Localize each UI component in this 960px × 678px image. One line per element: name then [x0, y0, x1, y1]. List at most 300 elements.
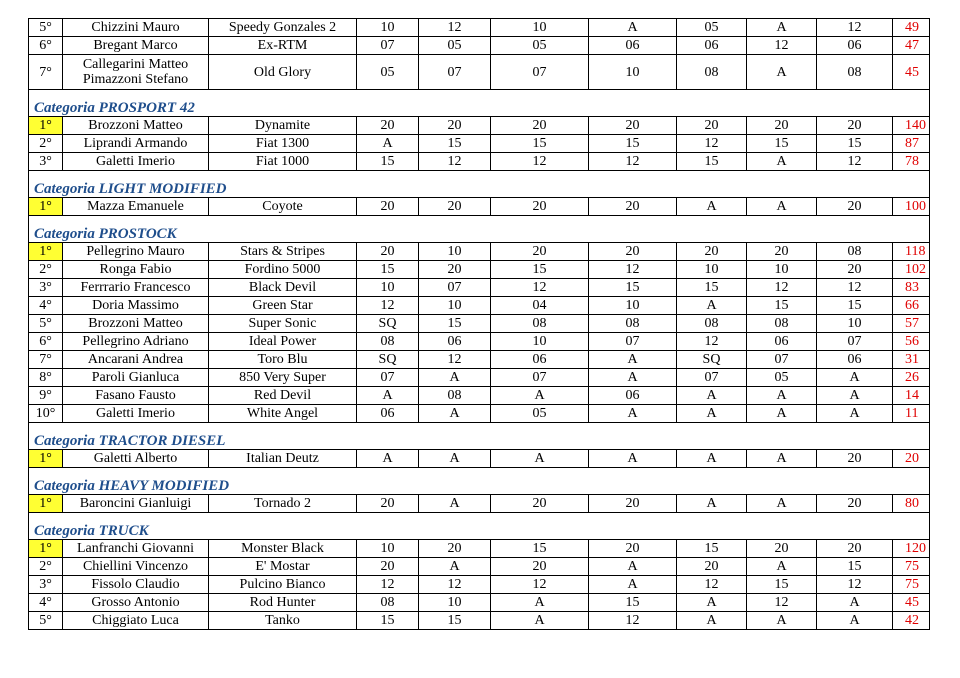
- total-cell: 56: [893, 333, 930, 351]
- score-cell: 20: [491, 495, 589, 513]
- position-cell: 6°: [29, 37, 63, 55]
- score-cell: 20: [747, 243, 817, 261]
- score-cell: 20: [357, 243, 419, 261]
- pilot-cell: Chiggiato Luca: [63, 612, 209, 630]
- total-cell: 66: [893, 297, 930, 315]
- pilot-cell: Grosso Antonio: [63, 594, 209, 612]
- score-cell: 12: [419, 19, 491, 37]
- score-cell: A: [677, 198, 747, 216]
- score-cell: A: [817, 369, 893, 387]
- table-row: [29, 243, 930, 261]
- pilot-cell: Bregant Marco: [63, 37, 209, 55]
- vehicle-cell: Black Devil: [209, 279, 357, 297]
- total-cell: 14: [893, 387, 930, 405]
- score-cell: SQ: [357, 315, 419, 333]
- score-cell: A: [747, 19, 817, 37]
- pilot-cell: Galetti Imerio: [63, 405, 209, 423]
- score-cell: 12: [747, 279, 817, 297]
- score-cell: 10: [491, 333, 589, 351]
- vehicle-cell: Old Glory: [209, 55, 357, 90]
- vehicle-cell: E' Mostar: [209, 558, 357, 576]
- score-cell: 06: [419, 333, 491, 351]
- pilot-cell: Ancarani Andrea: [63, 351, 209, 369]
- vehicle-cell: Speedy Gonzales 2: [209, 19, 357, 37]
- table-row: [29, 576, 930, 594]
- vehicle-cell: Tanko: [209, 612, 357, 630]
- pilot-cell: Pellegrino Adriano: [63, 333, 209, 351]
- score-cell: 20: [419, 198, 491, 216]
- total-cell: 31: [893, 351, 930, 369]
- score-cell: 07: [589, 333, 677, 351]
- table-row: [29, 55, 930, 90]
- score-cell: 15: [419, 612, 491, 630]
- total-cell: 78: [893, 153, 930, 171]
- score-cell: A: [589, 351, 677, 369]
- total-cell: 83: [893, 279, 930, 297]
- score-cell: 10: [589, 55, 677, 90]
- pilot-cell: Galetti Imerio: [63, 153, 209, 171]
- score-cell: 15: [677, 279, 747, 297]
- table-row: [29, 261, 930, 279]
- score-cell: A: [747, 387, 817, 405]
- score-cell: A: [589, 19, 677, 37]
- score-cell: 05: [491, 405, 589, 423]
- score-cell: 20: [357, 117, 419, 135]
- score-cell: A: [677, 450, 747, 468]
- position-cell: 7°: [29, 351, 63, 369]
- pilot-cell: Fasano Fausto: [63, 387, 209, 405]
- score-cell: 20: [817, 198, 893, 216]
- table-row: [29, 351, 930, 369]
- score-cell: A: [817, 405, 893, 423]
- total-cell: 80: [893, 495, 930, 513]
- position-cell: 1°: [29, 117, 63, 135]
- score-cell: 20: [677, 243, 747, 261]
- pilot-cell: Paroli Gianluca: [63, 369, 209, 387]
- score-cell: A: [677, 387, 747, 405]
- position-cell: 3°: [29, 576, 63, 594]
- score-cell: 10: [419, 297, 491, 315]
- total-cell: 102: [893, 261, 930, 279]
- score-cell: 20: [357, 198, 419, 216]
- score-cell: 06: [589, 37, 677, 55]
- score-cell: A: [589, 369, 677, 387]
- score-cell: 20: [589, 198, 677, 216]
- score-cell: 12: [677, 576, 747, 594]
- score-cell: A: [817, 387, 893, 405]
- score-cell: 07: [491, 369, 589, 387]
- score-cell: 07: [419, 279, 491, 297]
- score-cell: 04: [491, 297, 589, 315]
- score-cell: 15: [357, 261, 419, 279]
- score-cell: A: [677, 594, 747, 612]
- score-cell: 20: [817, 495, 893, 513]
- score-cell: A: [357, 387, 419, 405]
- position-cell: 7°: [29, 55, 63, 90]
- score-cell: 20: [677, 558, 747, 576]
- score-cell: 08: [491, 315, 589, 333]
- score-cell: A: [817, 594, 893, 612]
- score-cell: 12: [419, 153, 491, 171]
- score-cell: 12: [419, 351, 491, 369]
- score-cell: 15: [747, 135, 817, 153]
- table-row: [29, 37, 930, 55]
- pilot-cell: Liprandi Armando: [63, 135, 209, 153]
- total-cell: 87: [893, 135, 930, 153]
- score-cell: A: [419, 450, 491, 468]
- pilot-cell: Galetti Alberto: [63, 450, 209, 468]
- score-cell: A: [419, 558, 491, 576]
- score-cell: A: [747, 198, 817, 216]
- score-cell: 20: [491, 243, 589, 261]
- table-row: [29, 333, 930, 351]
- score-cell: 15: [589, 594, 677, 612]
- score-cell: 07: [747, 351, 817, 369]
- score-cell: 20: [747, 540, 817, 558]
- table-row: [29, 135, 930, 153]
- score-cell: 08: [817, 243, 893, 261]
- position-cell: 1°: [29, 495, 63, 513]
- score-cell: 15: [357, 153, 419, 171]
- table-row: [29, 19, 930, 37]
- vehicle-cell: Fiat 1300: [209, 135, 357, 153]
- vehicle-cell: Ex-RTM: [209, 37, 357, 55]
- total-cell: 75: [893, 576, 930, 594]
- vehicle-cell: Coyote: [209, 198, 357, 216]
- score-cell: 10: [589, 297, 677, 315]
- vehicle-cell: Dynamite: [209, 117, 357, 135]
- table-row: [29, 297, 930, 315]
- table-row: [29, 558, 930, 576]
- pilot-cell: Callegarini Matteo Pimazzoni Stefano: [63, 55, 209, 90]
- score-cell: 20: [491, 198, 589, 216]
- pilot-cell: Mazza Emanuele: [63, 198, 209, 216]
- score-cell: 10: [747, 261, 817, 279]
- category-header-row: [29, 423, 930, 450]
- score-cell: A: [677, 495, 747, 513]
- score-cell: 10: [419, 594, 491, 612]
- score-cell: 12: [357, 576, 419, 594]
- table-row: [29, 387, 930, 405]
- score-cell: 10: [357, 279, 419, 297]
- vehicle-cell: White Angel: [209, 405, 357, 423]
- score-cell: 20: [747, 117, 817, 135]
- score-cell: A: [491, 450, 589, 468]
- total-cell: 42: [893, 612, 930, 630]
- score-cell: 07: [677, 369, 747, 387]
- score-cell: 20: [589, 495, 677, 513]
- score-cell: 12: [817, 279, 893, 297]
- total-cell: 45: [893, 594, 930, 612]
- score-cell: 08: [357, 594, 419, 612]
- score-cell: 20: [817, 261, 893, 279]
- score-cell: 20: [419, 261, 491, 279]
- total-cell: 140: [893, 117, 930, 135]
- position-cell: 5°: [29, 315, 63, 333]
- category-title: Categoria PROSPORT 42: [29, 90, 930, 117]
- score-cell: A: [677, 612, 747, 630]
- total-cell: 100: [893, 198, 930, 216]
- score-cell: 15: [491, 540, 589, 558]
- score-cell: 05: [747, 369, 817, 387]
- score-cell: 15: [419, 135, 491, 153]
- category-title: Categoria TRUCK: [29, 513, 930, 540]
- score-cell: 07: [357, 369, 419, 387]
- score-cell: 20: [589, 243, 677, 261]
- vehicle-cell: Rod Hunter: [209, 594, 357, 612]
- position-cell: 10°: [29, 405, 63, 423]
- position-cell: 4°: [29, 297, 63, 315]
- score-cell: 06: [817, 37, 893, 55]
- score-cell: 15: [589, 279, 677, 297]
- vehicle-cell: Stars & Stripes: [209, 243, 357, 261]
- score-cell: A: [589, 558, 677, 576]
- score-cell: 12: [491, 576, 589, 594]
- score-cell: 05: [677, 19, 747, 37]
- score-cell: 12: [589, 612, 677, 630]
- score-cell: 12: [817, 153, 893, 171]
- score-cell: A: [747, 612, 817, 630]
- score-cell: 07: [491, 55, 589, 90]
- score-cell: 12: [677, 333, 747, 351]
- score-cell: 20: [817, 117, 893, 135]
- table-row: [29, 450, 930, 468]
- score-cell: 12: [817, 576, 893, 594]
- score-cell: A: [589, 450, 677, 468]
- score-cell: A: [747, 450, 817, 468]
- score-cell: SQ: [357, 351, 419, 369]
- score-cell: 20: [419, 117, 491, 135]
- table-row: [29, 405, 930, 423]
- score-cell: A: [357, 450, 419, 468]
- score-cell: A: [677, 405, 747, 423]
- score-cell: 15: [747, 576, 817, 594]
- table-row: [29, 117, 930, 135]
- score-cell: 12: [747, 37, 817, 55]
- score-cell: 20: [589, 540, 677, 558]
- vehicle-cell: Italian Deutz: [209, 450, 357, 468]
- total-cell: 120: [893, 540, 930, 558]
- score-cell: 06: [589, 387, 677, 405]
- total-cell: 47: [893, 37, 930, 55]
- pilot-cell: Fissolo Claudio: [63, 576, 209, 594]
- score-cell: 08: [677, 55, 747, 90]
- vehicle-cell: Monster Black: [209, 540, 357, 558]
- score-cell: 12: [589, 261, 677, 279]
- table-row: [29, 315, 930, 333]
- score-cell: 12: [747, 594, 817, 612]
- table-row: [29, 540, 930, 558]
- score-cell: 12: [677, 135, 747, 153]
- score-cell: A: [491, 594, 589, 612]
- pilot-cell: Pellegrino Mauro: [63, 243, 209, 261]
- table-row: [29, 495, 930, 513]
- table-row: [29, 279, 930, 297]
- results-table: [28, 18, 930, 630]
- position-cell: 3°: [29, 279, 63, 297]
- score-cell: A: [357, 135, 419, 153]
- pilot-cell: Chizzini Mauro: [63, 19, 209, 37]
- score-cell: 05: [419, 37, 491, 55]
- score-cell: 15: [491, 135, 589, 153]
- vehicle-cell: Green Star: [209, 297, 357, 315]
- score-cell: A: [677, 297, 747, 315]
- position-cell: 1°: [29, 243, 63, 261]
- position-cell: 1°: [29, 198, 63, 216]
- score-cell: A: [747, 153, 817, 171]
- pilot-cell: Ferrrario Francesco: [63, 279, 209, 297]
- vehicle-cell: Pulcino Bianco: [209, 576, 357, 594]
- score-cell: 20: [491, 558, 589, 576]
- position-cell: 2°: [29, 558, 63, 576]
- score-cell: 08: [677, 315, 747, 333]
- score-cell: 15: [747, 297, 817, 315]
- score-cell: A: [419, 369, 491, 387]
- category-header-row: [29, 90, 930, 117]
- total-cell: 118: [893, 243, 930, 261]
- vehicle-cell: Tornado 2: [209, 495, 357, 513]
- table-row: [29, 198, 930, 216]
- score-cell: 06: [747, 333, 817, 351]
- score-cell: 10: [817, 315, 893, 333]
- category-title: Categoria LIGHT MODIFIED: [29, 171, 930, 198]
- score-cell: 15: [677, 540, 747, 558]
- score-cell: 12: [491, 279, 589, 297]
- score-cell: A: [491, 612, 589, 630]
- score-cell: 08: [817, 55, 893, 90]
- position-cell: 2°: [29, 135, 63, 153]
- score-cell: 15: [677, 153, 747, 171]
- score-cell: 08: [589, 315, 677, 333]
- vehicle-cell: 850 Very Super: [209, 369, 357, 387]
- pilot-cell: Doria Massimo: [63, 297, 209, 315]
- category-title: Categoria HEAVY MODIFIED: [29, 468, 930, 495]
- score-cell: 20: [589, 117, 677, 135]
- total-cell: 75: [893, 558, 930, 576]
- score-cell: SQ: [677, 351, 747, 369]
- score-cell: 20: [677, 117, 747, 135]
- pilot-cell: Chiellini Vincenzo: [63, 558, 209, 576]
- score-cell: 06: [491, 351, 589, 369]
- score-cell: 20: [817, 540, 893, 558]
- position-cell: 4°: [29, 594, 63, 612]
- score-cell: 08: [357, 333, 419, 351]
- score-cell: 20: [817, 450, 893, 468]
- total-cell: 45: [893, 55, 930, 90]
- vehicle-cell: Toro Blu: [209, 351, 357, 369]
- score-cell: 12: [817, 19, 893, 37]
- score-cell: 20: [491, 117, 589, 135]
- score-cell: 05: [491, 37, 589, 55]
- table-row: [29, 153, 930, 171]
- score-cell: A: [747, 55, 817, 90]
- total-cell: 20: [893, 450, 930, 468]
- score-cell: 15: [817, 135, 893, 153]
- total-cell: 26: [893, 369, 930, 387]
- score-cell: 15: [589, 135, 677, 153]
- score-cell: 05: [357, 55, 419, 90]
- position-cell: 1°: [29, 540, 63, 558]
- score-cell: A: [491, 387, 589, 405]
- score-cell: A: [419, 495, 491, 513]
- pilot-cell: Brozzoni Matteo: [63, 117, 209, 135]
- score-cell: 15: [491, 261, 589, 279]
- pilot-cell: Baroncini Gianluigi: [63, 495, 209, 513]
- score-cell: 15: [357, 612, 419, 630]
- position-cell: 8°: [29, 369, 63, 387]
- score-cell: 08: [419, 387, 491, 405]
- category-title: Categoria TRACTOR DIESEL: [29, 423, 930, 450]
- vehicle-cell: Fordino 5000: [209, 261, 357, 279]
- score-cell: 06: [357, 405, 419, 423]
- vehicle-cell: Fiat 1000: [209, 153, 357, 171]
- score-cell: 10: [491, 19, 589, 37]
- score-cell: A: [747, 558, 817, 576]
- score-cell: 12: [419, 576, 491, 594]
- category-header-row: [29, 216, 930, 243]
- category-header-row: [29, 468, 930, 495]
- score-cell: A: [419, 405, 491, 423]
- position-cell: 1°: [29, 450, 63, 468]
- vehicle-cell: Super Sonic: [209, 315, 357, 333]
- score-cell: 07: [419, 55, 491, 90]
- score-cell: 10: [419, 243, 491, 261]
- score-cell: 15: [817, 558, 893, 576]
- position-cell: 9°: [29, 387, 63, 405]
- vehicle-cell: Ideal Power: [209, 333, 357, 351]
- pilot-cell: Ronga Fabio: [63, 261, 209, 279]
- score-cell: 06: [817, 351, 893, 369]
- total-cell: 57: [893, 315, 930, 333]
- position-cell: 5°: [29, 19, 63, 37]
- position-cell: 5°: [29, 612, 63, 630]
- table-row: [29, 594, 930, 612]
- category-header-row: [29, 171, 930, 198]
- score-cell: 20: [419, 540, 491, 558]
- position-cell: 6°: [29, 333, 63, 351]
- score-cell: 15: [817, 297, 893, 315]
- score-cell: 10: [357, 19, 419, 37]
- table-row: [29, 612, 930, 630]
- score-cell: 12: [357, 297, 419, 315]
- position-cell: 2°: [29, 261, 63, 279]
- score-cell: 15: [419, 315, 491, 333]
- position-cell: 3°: [29, 153, 63, 171]
- score-cell: A: [589, 576, 677, 594]
- score-cell: 12: [589, 153, 677, 171]
- total-cell: 49: [893, 19, 930, 37]
- score-cell: 07: [817, 333, 893, 351]
- score-cell: A: [747, 405, 817, 423]
- pilot-cell: Brozzoni Matteo: [63, 315, 209, 333]
- score-cell: 07: [357, 37, 419, 55]
- score-cell: 20: [357, 495, 419, 513]
- vehicle-cell: Red Devil: [209, 387, 357, 405]
- score-cell: 06: [677, 37, 747, 55]
- score-cell: 08: [747, 315, 817, 333]
- score-cell: A: [589, 405, 677, 423]
- total-cell: 11: [893, 405, 930, 423]
- category-header-row: [29, 513, 930, 540]
- score-cell: 20: [357, 558, 419, 576]
- score-cell: A: [817, 612, 893, 630]
- score-cell: 10: [357, 540, 419, 558]
- score-cell: 10: [677, 261, 747, 279]
- pilot-cell: Lanfranchi Giovanni: [63, 540, 209, 558]
- score-cell: 12: [491, 153, 589, 171]
- table-row: [29, 369, 930, 387]
- category-title: Categoria PROSTOCK: [29, 216, 930, 243]
